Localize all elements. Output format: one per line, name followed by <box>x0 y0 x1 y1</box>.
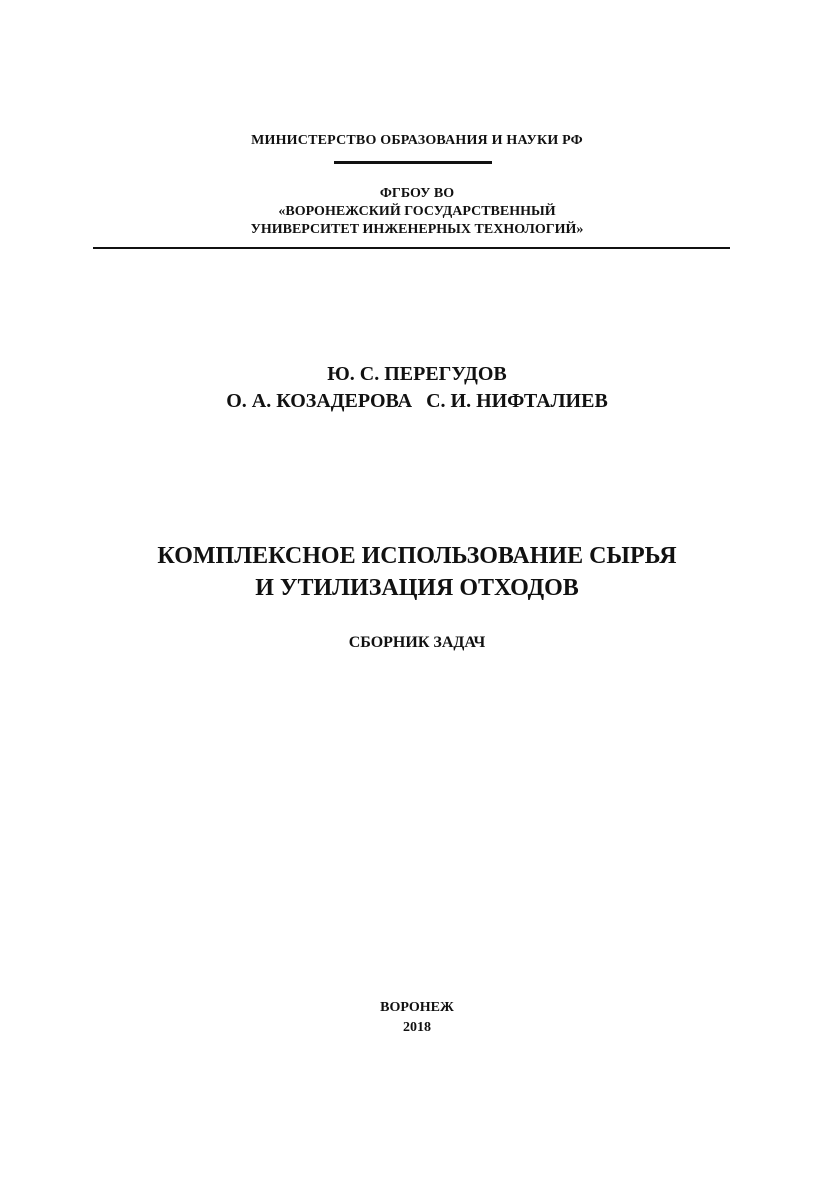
short-divider <box>334 161 492 164</box>
authors-second-row <box>0 391 834 411</box>
ministry-name: МИНИСТЕРСТВО ОБРАЗОВАНИЯ И НАУКИ РФ <box>251 133 583 148</box>
publication-city: ВОРОНЕЖ <box>380 1000 454 1015</box>
org-name-line2: УНИВЕРСИТЕТ ИНЖЕНЕРНЫХ ТЕХНОЛОГИЙ» <box>250 222 584 237</box>
book-title-line1: КОМПЛЕКСНОЕ ИСПОЛЬЗОВАНИЕ СЫРЬЯ <box>157 543 677 569</box>
long-divider <box>93 247 730 249</box>
publication-year: 2018 <box>403 1020 431 1035</box>
author-second: О. А. КОЗАДЕРОВА <box>226 390 413 412</box>
book-title-line2: И УТИЛИЗАЦИЯ ОТХОДОВ <box>255 575 579 601</box>
author-third: С. И. НИФТАЛИЕВ <box>426 390 608 412</box>
author-first: Ю. С. ПЕРЕГУДОВ <box>327 363 507 385</box>
org-type: ФГБОУ ВО <box>379 186 455 201</box>
org-name-line1: «ВОРОНЕЖСКИЙ ГОСУДАРСТВЕННЫЙ <box>278 204 556 219</box>
book-subtitle: СБОРНИК ЗАДАЧ <box>348 634 486 651</box>
